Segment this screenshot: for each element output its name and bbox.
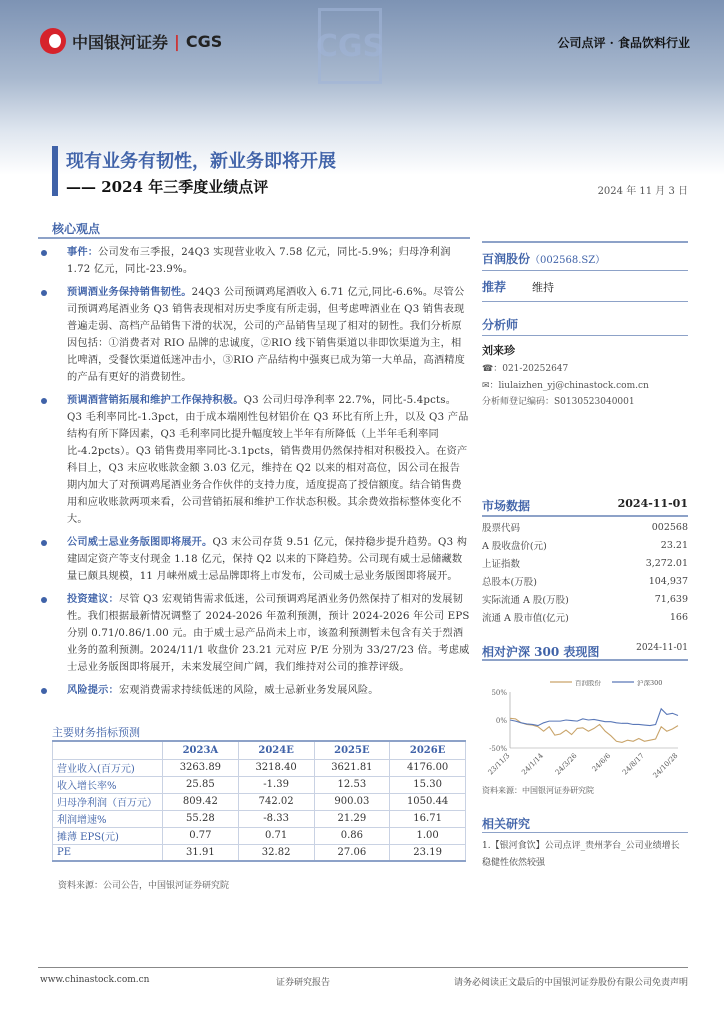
bullet-lead: 预调酒业务保持销售韧性。: [67, 286, 192, 298]
market-row: [482, 590, 688, 608]
market-row: [482, 572, 688, 590]
table-cell: 1050.44: [390, 793, 466, 810]
bullet-item: [38, 682, 470, 699]
y-tick-label: 0%: [495, 717, 507, 725]
logo-text: 中国银河证券: [72, 32, 169, 52]
legend-label: 沪深300: [637, 680, 663, 687]
relative-performance-chart: [478, 680, 688, 790]
market-row: [482, 536, 688, 554]
bullet-item: [38, 591, 470, 676]
stock-info: [482, 250, 688, 267]
bullet-text: [67, 392, 470, 528]
market-label: 实际流通 A 股(万股): [482, 595, 569, 606]
x-tick-label: 24/3/26: [553, 751, 579, 777]
bullet-item: [38, 284, 470, 386]
bullet-body: 公司发布三季报，24Q3 实现营业收入 7.58 亿元，同比-5.9%；归母净利润 1.72 亿元，同比-23.9%。: [67, 247, 451, 275]
series-line-0: [510, 718, 678, 742]
legend-label: 百润股份: [575, 680, 601, 687]
bullet-icon: [41, 540, 47, 546]
bullet-lead: 投资建议：: [67, 593, 119, 605]
market-value: 104,937: [648, 575, 688, 587]
series-line-1: [510, 709, 678, 726]
report-title: 现有业务有韧性，新业务即将开展: [66, 151, 336, 172]
table-cell: 摊薄 EPS(元): [53, 827, 163, 844]
table-cell: 23.19: [390, 844, 466, 861]
bullet-icon: [41, 597, 47, 603]
title-bar: [52, 146, 58, 196]
bullet-item: [38, 534, 470, 585]
market-label: 流通 A 股市值(亿元): [482, 613, 569, 624]
bullet-icon: [41, 398, 47, 404]
analyst-phone: [482, 361, 688, 374]
table-cell: 营业收入(百万元): [53, 759, 163, 776]
report-subtitle: —— 2024 年三季度业绩点评: [66, 178, 269, 196]
perf-heading: 相对沪深 300 表现图: [482, 645, 600, 659]
market-header: [482, 497, 688, 514]
table-cell: 0.77: [163, 827, 239, 844]
table-cell: -1.39: [238, 776, 314, 793]
report-category: 公司点评 · 食品饮料行业: [557, 36, 690, 50]
market-label: 总股本(万股): [482, 577, 537, 588]
table-cell: 809.42: [163, 793, 239, 810]
analyst-reg: 分析师登记编码：S0130523040001: [482, 397, 635, 407]
market-value: 166: [669, 611, 688, 623]
table-row: [53, 759, 466, 776]
analyst-name: 刘来珍: [482, 344, 515, 357]
table-cell: 900.03: [314, 793, 390, 810]
x-tick-label: 24/1/14: [520, 751, 546, 777]
table-cell: 3218.40: [238, 759, 314, 776]
bullet-text: [67, 284, 470, 386]
column-header: 2025E: [314, 741, 390, 759]
logo-icon: [40, 28, 66, 54]
financial-table: [52, 740, 466, 862]
related-item[interactable]: 1.【银河食饮】公司点评_贵州茅台_公司业绩增长稳健性依然较强: [482, 841, 680, 868]
bullet-lead: 预调酒营销拓展和维护工作保持积极。: [67, 394, 244, 406]
table-cell: 4176.00: [390, 759, 466, 776]
divider: [482, 335, 688, 336]
analyst-email[interactable]: [482, 378, 688, 391]
market-row: [482, 518, 688, 536]
x-tick-label: 23/11/3: [486, 751, 512, 777]
table-header: [53, 741, 466, 759]
market-data-list: [482, 518, 688, 626]
phone-text: 021-20252647: [502, 364, 569, 374]
core-heading: 核心观点: [52, 222, 101, 236]
market-value: 71,639: [654, 593, 688, 605]
divider: [38, 237, 470, 239]
divider: [482, 659, 688, 661]
bullet-item: [38, 244, 470, 278]
perf-source: 资料来源：中国银河证券研究院: [482, 786, 594, 795]
divider: [482, 515, 688, 517]
email-link[interactable]: liulaizhen_yj@chinastock.com.cn: [498, 381, 649, 391]
bullet-icon: [41, 290, 47, 296]
table-row: [53, 776, 466, 793]
bullet-item: [38, 392, 470, 528]
bullet-icon: [41, 688, 47, 694]
rating: [482, 278, 688, 295]
table-row: [53, 844, 466, 861]
phone-icon: ☎：: [482, 364, 503, 374]
table-cell: 1.00: [390, 827, 466, 844]
perf-date: 2024-11-01: [636, 643, 688, 653]
table-cell: 32.82: [238, 844, 314, 861]
divider: [482, 301, 688, 302]
table-cell: 16.71: [390, 810, 466, 827]
table-cell: 收入增长率%: [53, 776, 163, 793]
table-cell: 31.91: [163, 844, 239, 861]
x-tick-label: 24/8/17: [621, 751, 646, 777]
bullet-text: [67, 591, 470, 676]
logo-brand: CGS: [185, 31, 223, 51]
stock-name: 百润股份: [482, 252, 531, 266]
core-bullets: [38, 244, 470, 705]
market-label: A 股收盘价(元): [482, 541, 547, 552]
table-row: [53, 793, 466, 810]
y-tick-label: -50%: [489, 745, 507, 753]
table-cell: 15.30: [390, 776, 466, 793]
table-cell: 3621.81: [314, 759, 390, 776]
table-cell: 归母净利润（百万元）: [53, 793, 163, 810]
market-label: 股票代码: [482, 523, 521, 534]
company-logo: 中国银河证券 | CGS: [40, 28, 222, 54]
market-row: [482, 554, 688, 572]
table-source: 资料来源：公司公告，中国银河证券研究院: [58, 881, 230, 891]
footer-center: 证券研究报告: [276, 978, 331, 988]
market-date: 2024-11-01: [617, 497, 688, 510]
stock-code: （002568.SZ）: [530, 255, 606, 266]
report-date: 2024 年 11 月 3 日: [597, 186, 688, 197]
table-cell: 742.02: [238, 793, 314, 810]
bullet-body: 尽管 Q3 宏观销售需求低迷，公司预调鸡尾酒业务仍然保持了相对的发展韧性。我们根据最新情况调整了 2024-2026 年盈利预测，预计 2024-2026 年公司 EPS 分别 0.71/0.86/1.00 元。由于威士忌产品尚未上市，该盈利预测暂未包含有关于烈酒业务的盈利预测。2024/11/1 收盘价 23.21 元对应 P/E 分别为 33/27/23 倍。考虑威士忌业务版图即将展开，未来发展空间广阔，我们维持对公司的推荐评级。: [67, 594, 470, 673]
column-header: 2024E: [238, 741, 314, 759]
bullet-body: Q3 末公司存货 9.51 亿元，保持稳步提升趋势。Q3 构建固定资产等支付现金 1.18 亿元，保持 Q2 以来的下降趋势。公司现有威士忌储藏数量已颇具规模，11 月崃州威士忌品牌即将上市发布，公司威士忌业务版图即将展开。: [67, 537, 468, 582]
market-heading: 市场数据: [482, 499, 531, 513]
market-row: [482, 608, 688, 626]
related-heading: 相关研究: [482, 817, 531, 831]
y-tick-label: 50%: [491, 689, 507, 697]
watermark-logo: CGS: [318, 8, 382, 84]
bullet-lead: 风险提示：: [67, 684, 119, 696]
rating-value: 维持: [532, 281, 554, 294]
column-header: 2026E: [390, 741, 466, 759]
rating-label: 推荐: [482, 280, 507, 294]
divider: [482, 241, 688, 243]
bullet-body: 24Q3 公司预调鸡尾酒收入 6.71 亿元,同比-6.6%。尽管公司预调鸡尾酒业务 Q3 销售表现相对历史季度有所走弱，但考虑啤酒业在 Q3 销售表现普遍走弱、高档产品销售下滑的状况，公司的产品销售呈现了相对的韧性。我们分析原因包括：①消费者对 RIO 品牌的忠诚度，②RIO 线下销售渠道以非即饮渠道为主，相比啤酒，受餐饮渠道低迷冲击小，③RIO 产品结构中强爽已成为第一大单品，高酒精度的产品有更好的消费韧性。: [67, 287, 466, 383]
footer-site[interactable]: www.chinastock.com.cn: [40, 975, 150, 985]
bullet-text: [67, 244, 470, 278]
mail-icon: ✉：: [482, 381, 499, 391]
table-cell: 21.29: [314, 810, 390, 827]
table-cell: 12.53: [314, 776, 390, 793]
market-value: 3,272.01: [645, 557, 688, 569]
market-value: 23.21: [660, 539, 688, 551]
bullet-text: [67, 682, 379, 699]
x-tick-label: 24/6/6: [590, 751, 613, 774]
table-cell: 55.28: [163, 810, 239, 827]
x-tick-label: 24/10/28: [651, 751, 680, 780]
table-cell: 3263.89: [163, 759, 239, 776]
bullet-lead: 公司威士忌业务版图即将展开。: [67, 536, 213, 548]
bullet-body: 宏观消费需求持续低迷的风险，威士忌新业务发展风险。: [118, 685, 379, 696]
table-cell: 0.86: [314, 827, 390, 844]
table-row: [53, 810, 466, 827]
perf-header: [482, 643, 688, 660]
analyst-heading: 分析师: [482, 318, 519, 332]
table-cell: PE: [53, 844, 163, 861]
bullet-lead: 事件：: [67, 246, 99, 258]
column-header: [53, 741, 163, 759]
table-cell: 0.71: [238, 827, 314, 844]
divider: [482, 832, 688, 833]
market-value: 002568: [651, 521, 688, 533]
bullet-text: [67, 534, 470, 585]
table-cell: 27.06: [314, 844, 390, 861]
bullet-body: Q3 公司归母净利率 22.7%，同比-5.4pcts。Q3 毛利率同比-1.3pct，由于成本端刚性包材铝价在 Q3 环比有所上升，以及 Q3 产品结构有所下降因素，Q3 毛利率同比提升幅度较上半年有所降低（上半年毛利率同比-4.2pcts）。Q3 销售费用率同比-3.1pcts，销售费用仍然保持相对积极投入。在资产科目上，Q3 末应收账款金额 3.03 亿元，维持在 Q2 以来的相对高位，因公司在报告期内加大了对预调鸡尾酒业务合作伙伴的支持力度，适度提高了授信额度。结合销售费用和应收账款两项来看，公司营销拓展和维护工作状态积极。其余费效指标整体变化不大。: [67, 395, 469, 525]
column-header: 2023A: [163, 741, 239, 759]
table-cell: 25.85: [163, 776, 239, 793]
table-cell: -8.33: [238, 810, 314, 827]
market-label: 上证指数: [482, 559, 521, 570]
divider: [482, 270, 688, 271]
table-title: 主要财务指标预测: [52, 726, 140, 739]
bullet-icon: [41, 250, 47, 256]
footer-disclaimer: 请务必阅读正文最后的中国银河证券股份有限公司免责声明: [453, 978, 688, 988]
table-row: [53, 827, 466, 844]
table-cell: 利润增速%: [53, 810, 163, 827]
footer-divider: [38, 967, 688, 968]
